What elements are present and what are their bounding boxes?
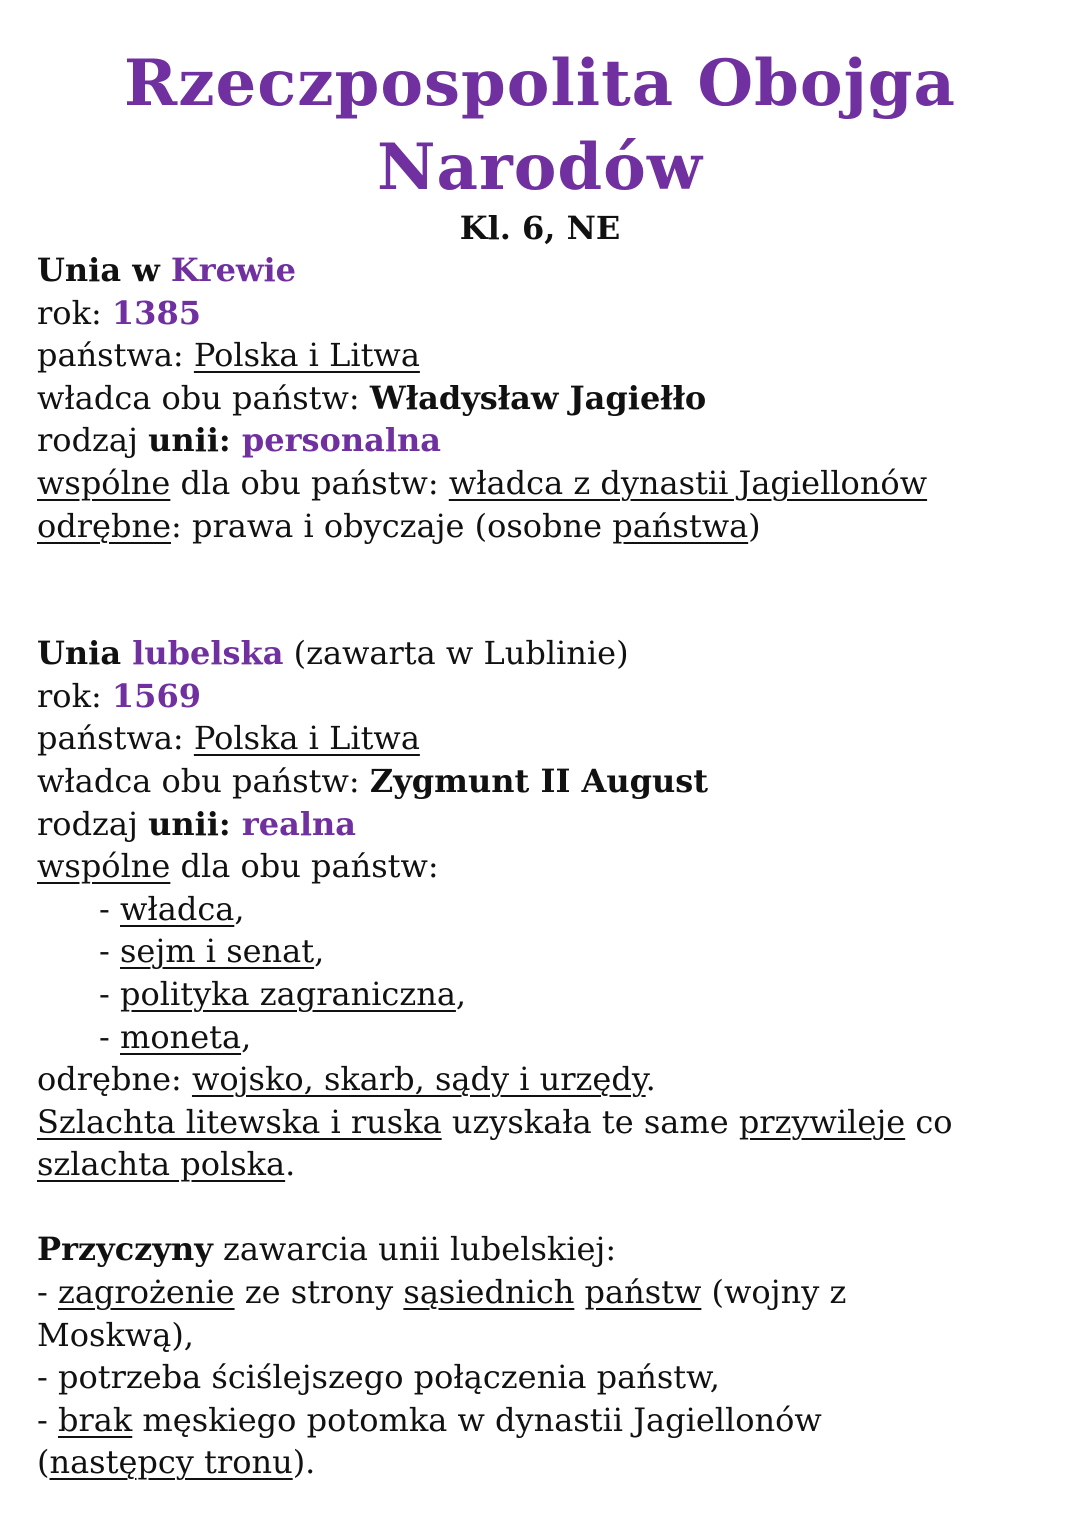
list-item: - moneta, xyxy=(99,1017,252,1056)
lublin-year: rok: 1569 xyxy=(37,676,201,715)
notes-content xyxy=(37,249,1057,1484)
lublin-common: wspólne dla obu państw: xyxy=(37,847,439,886)
cause-3-cont: (następcy tronu). xyxy=(37,1443,316,1482)
lublin-states: państwa: Polska i Litwa xyxy=(37,719,420,758)
krewo-common: wspólne dla obu państw: władca z dynastii Jagiellonów xyxy=(37,463,928,502)
causes-heading: Przyczyny zawarcia unii lubelskiej: xyxy=(37,1230,617,1269)
lublin-nobility-2: szlachta polska. xyxy=(37,1145,296,1184)
lublin-nobility-1: Szlachta litewska i ruska uzyskała te same przywileje co xyxy=(37,1102,953,1141)
krewo-states: państwa: Polska i Litwa xyxy=(37,336,420,375)
page-title xyxy=(0,42,1080,210)
spacer xyxy=(37,1186,1057,1229)
lublin-ruler: władca obu państw: Zygmunt II August xyxy=(37,761,709,800)
krewo-ruler: władca obu państw: Władysław Jagiełło xyxy=(37,378,707,417)
lublin-type: rodzaj unii: realna xyxy=(37,804,356,843)
list-item: - władca, xyxy=(99,889,245,928)
lublin-separate: odrębne: wojsko, skarb, sądy i urzędy. xyxy=(37,1060,656,1099)
krewo-type: rodzaj unii: personalna xyxy=(37,421,441,460)
krewo-separate: odrębne: prawa i obyczaje (osobne państwa) xyxy=(37,506,761,545)
list-item: - sejm i senat, xyxy=(99,932,325,971)
cause-2: - potrzeba ściślejszego połączenia państw, xyxy=(37,1358,720,1397)
krewo-year: rok: 1385 xyxy=(37,293,201,332)
cause-3: - brak męskiego potomka w dynastii Jagiellonów xyxy=(37,1400,822,1439)
cause-1-cont: Moskwą), xyxy=(37,1315,194,1354)
lublin-heading: Unia lubelska (zawarta w Lublinie) xyxy=(37,634,629,673)
spacer xyxy=(37,547,1057,632)
title-line-1: Rzeczpospolita Obojga xyxy=(124,46,956,121)
krewo-heading: Unia w Krewie xyxy=(37,251,296,289)
list-item: - polityka zagraniczna, xyxy=(99,974,467,1013)
title-line-2: Narodów xyxy=(377,130,703,205)
cause-1: - zagrożenie ze strony sąsiednich państw (wojny z xyxy=(37,1273,847,1312)
page-subtitle: Kl. 6, NE xyxy=(459,209,621,247)
